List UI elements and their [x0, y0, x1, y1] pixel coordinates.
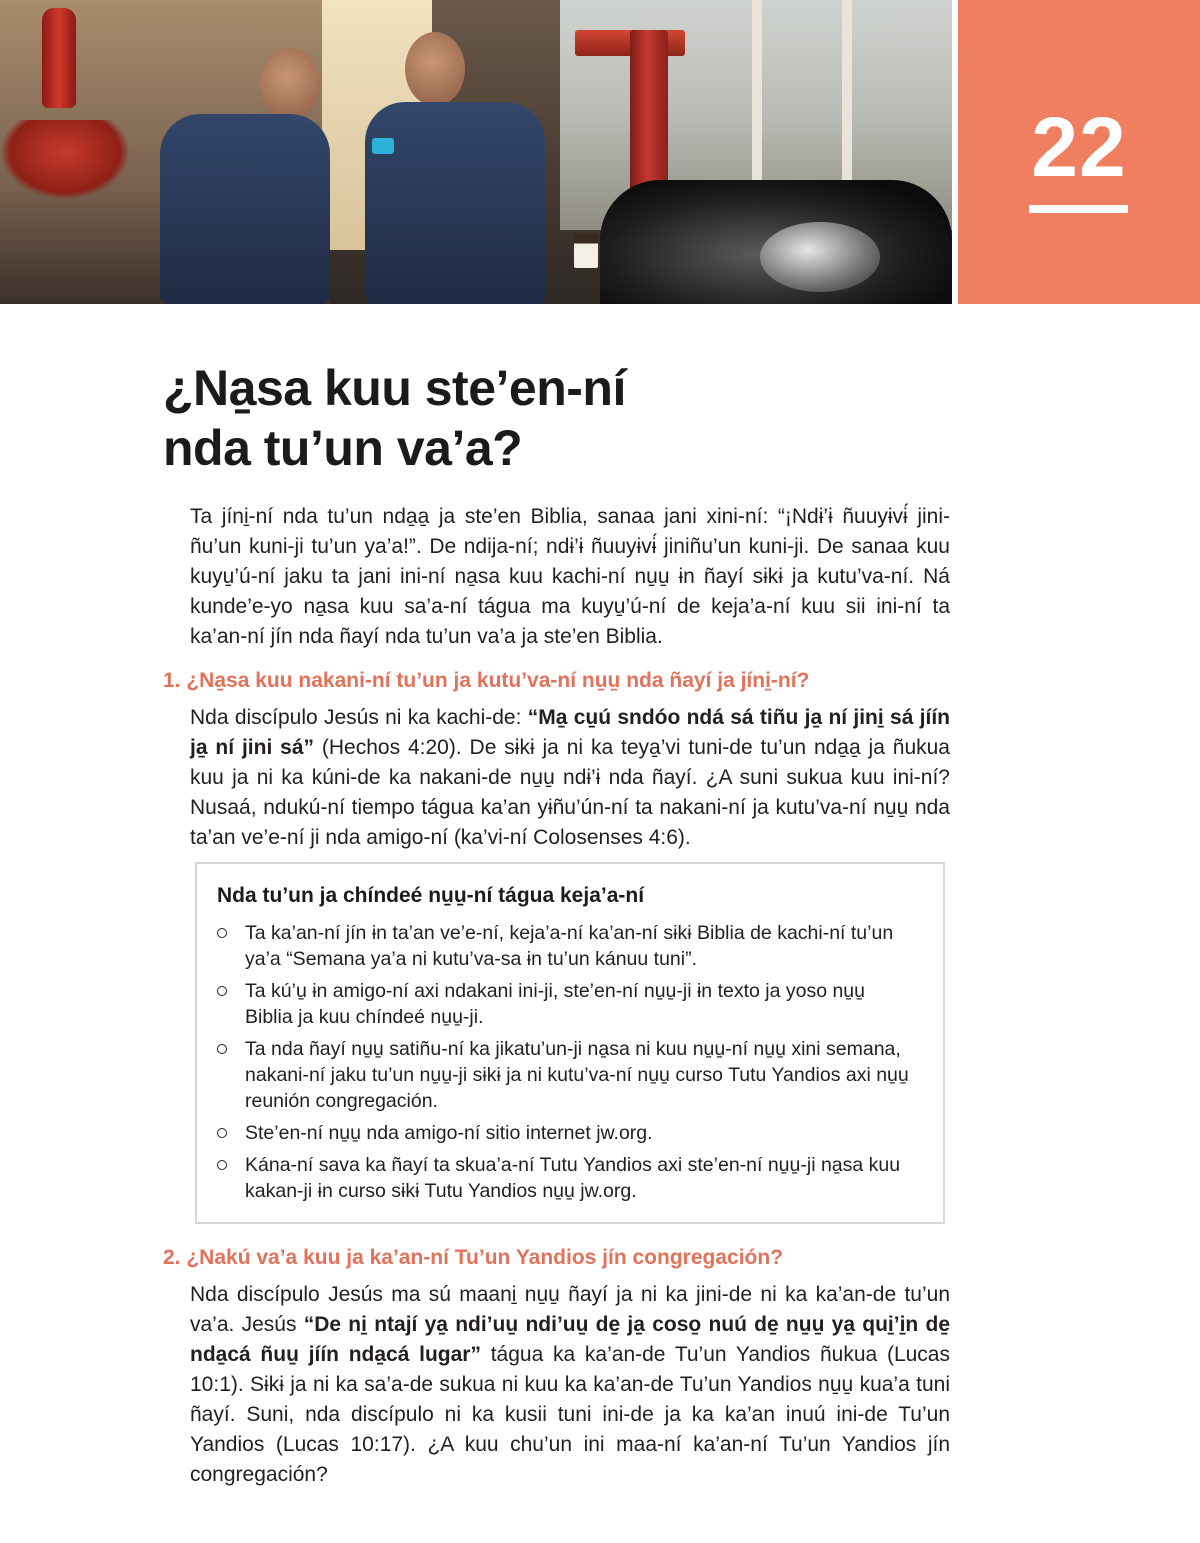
- q1-text-start: Nda discípulo Jesús ni ka kachi-de:: [190, 706, 528, 729]
- q1-quote: “Ma̱ cu̱ú sndóo ndá sá tiñu ja̱ ní jini̱ sá jíín ja̱ ní jini sá”: [190, 706, 950, 759]
- question-2-paragraph: [190, 1280, 950, 1490]
- tips-list: [215, 920, 915, 1210]
- circle-bullet-icon: [217, 1160, 227, 1170]
- circle-bullet-icon: [217, 1044, 227, 1054]
- question-1-paragraph: [190, 703, 950, 853]
- list-item-text: Ta kú’u̱ ɨn amigo-ní axi ndakani ini-ji, ste’en-ní nu̱u̱-ji ɨn texto ja yoso nu̱u̱ Biblia ja kuu chíndeé nu̱u̱-ji.: [245, 980, 866, 1028]
- q2-text-start: Nda discípulo Jesús ma sú maani̱ nu̱u̱ ñayí ja ni ka jini-de ni ka ka’an-de tu’un va’a. Jesús: [190, 1283, 950, 1336]
- title-line-1: ¿Na̱sa kuu ste’en-ní: [163, 360, 626, 416]
- page-title: [163, 358, 923, 478]
- head: [260, 48, 320, 120]
- blue-coverall: [365, 102, 545, 304]
- hero-photo: [0, 0, 952, 304]
- circle-bullet-icon: [217, 928, 227, 938]
- tips-box: [195, 862, 945, 1224]
- tips-box-title: Nda tu’un ja chíndeé nu̱u̱-ní tágua keja’a-ní: [217, 884, 645, 907]
- motorcycle-chrome-tank: [760, 222, 880, 292]
- coffee-cup: [574, 234, 598, 268]
- list-item: [215, 920, 915, 972]
- question-1-heading: 1. ¿Na̱sa kuu nakani-ní tu’un ja kutu’va-ní nu̱u̱ nda ñayí ja jíni̱-ní?: [163, 669, 810, 692]
- list-item-text: Kána-ní sava ka ñayí ta skua’a-ní Tutu Yandios axi ste’en-ní nu̱u̱-ji na̱sa kuu kakan-ji ɨn curso sɨkɨ Tutu Yandios nu̱u̱ jw.org.: [245, 1154, 901, 1202]
- fire-extinguisher: [42, 8, 76, 108]
- list-item: [215, 1152, 915, 1204]
- list-item-text: Ste’en-ní nu̱u̱ nda amigo-ní sitio internet jw.org.: [245, 1122, 653, 1144]
- title-line-2: nda tu’un va’a?: [163, 420, 523, 476]
- q2-text-end: tágua ka ka’an-de Tu’un Yandios ñukua (Lucas 10:1). Sɨkɨ ja ni ka sa’a-de sukua ni kuu ka ka’an-de Tu’un Yandios nu̱u̱ kua’a tuni ñayí. Suni, nda discípulo ni ka kusii tuni ini-de ja ka ka’an inuú ini-de Tu’un Yandios (Lucas 10:17). ¿A kuu chu’un ini maa-ní ka’an-ní Tu’un Yandios jín congregación?: [190, 1343, 950, 1486]
- older-man: [150, 48, 340, 304]
- younger-man: [345, 32, 555, 304]
- list-item-text: Ta nda ñayí nu̱u̱ satiñu-ní ka jikatu’un-ji na̱sa ni kuu nu̱u̱-ní nu̱u̱ xini semana, nakani-ní jaku tu’un nu̱u̱-ji sɨkɨ ja ni kutu’va-ní nu̱u̱ curso Tutu Yandios axi nu̱u̱ reunión congregación.: [245, 1038, 909, 1112]
- blue-coverall: [160, 114, 330, 304]
- list-item: [215, 1120, 915, 1146]
- q2-quote: “De ni̱ ntají ya̱ ndi’uu̱ ndi’uu̱ de̱ ja̱ coso̱ nuú de̱ nu̱u̱ ya̱ qui̱’i̱n de̱ nda̱cá ñuu̱ jíín nda̱cá lugar”: [190, 1313, 950, 1366]
- intro-paragraph: Ta jíni̱-ní nda tu’un nda̱a̱ ja ste’en Biblia, sanaa jani xini-ní: “¡Ndɨ’ɨ ñuuyɨvɨ́ jini-ñu’un kuni-ji tu’un ya’a!”. De ndija-ní; ndɨ’ɨ ñuuyɨvɨ́ jiniñu’un kuni-ji. De sanaa kuu kuyu̱’ú-ní jaku ta jani ini-ní na̱sa kuu kachi-ní nu̱u̱ ɨn ñayí sɨkɨ ja kutu’va-ní. Ná kunde’e-yo na̱sa kuu sa’a-ní tágua ma kuyu̱’ú-ní de keja’a-ní kuu sii ini-ní ta ka’an-ní jín nda ñayí nda tu’un va’a ja ste’en Biblia.: [190, 505, 950, 648]
- list-item: [215, 978, 915, 1030]
- circle-bullet-icon: [217, 1128, 227, 1138]
- list-item-text: Ta ka’an-ní jín ɨn ta’an ve’e-ní, keja’a-ní ka’an-ní sɨkɨ Biblia de kachi-ní tu’un ya’a “Semana ya’a ni kutu’va-sa ɨn tu’un kánuu tuni”.: [245, 922, 894, 970]
- list-item: [215, 1036, 915, 1114]
- lesson-badge: [958, 0, 1200, 304]
- head: [405, 32, 465, 106]
- red-motorcycle: [0, 120, 130, 200]
- circle-bullet-icon: [217, 986, 227, 996]
- lesson-number: 22: [1031, 100, 1127, 194]
- question-2-heading: 2. ¿Nakú va’a kuu ja ka’an-ní Tu’un Yandios jín congregación?: [163, 1246, 784, 1269]
- phone: [372, 138, 394, 154]
- q1-text-end: (Hechos 4:20). De sɨkɨ ja ni ka teya̱’vi tuni-de tu’un nda̱a̱ ja ñukua kuu ja ni ka kúni-de ka nakani-de nu̱u̱ ndɨ’ɨ nda ñayí. ¿A suni sukua kuu ini-ní? Nusaá, ndukú-ní tiempo tágua ka’an yɨñu’ún-ní ta nakani-ní ja kutu’va-ní nu̱u̱ nda ta’an ve’e-ní ji nda amigo-ní (ka’vi-ní Colosenses 4:6).: [190, 736, 950, 849]
- badge-underline: [1029, 205, 1128, 213]
